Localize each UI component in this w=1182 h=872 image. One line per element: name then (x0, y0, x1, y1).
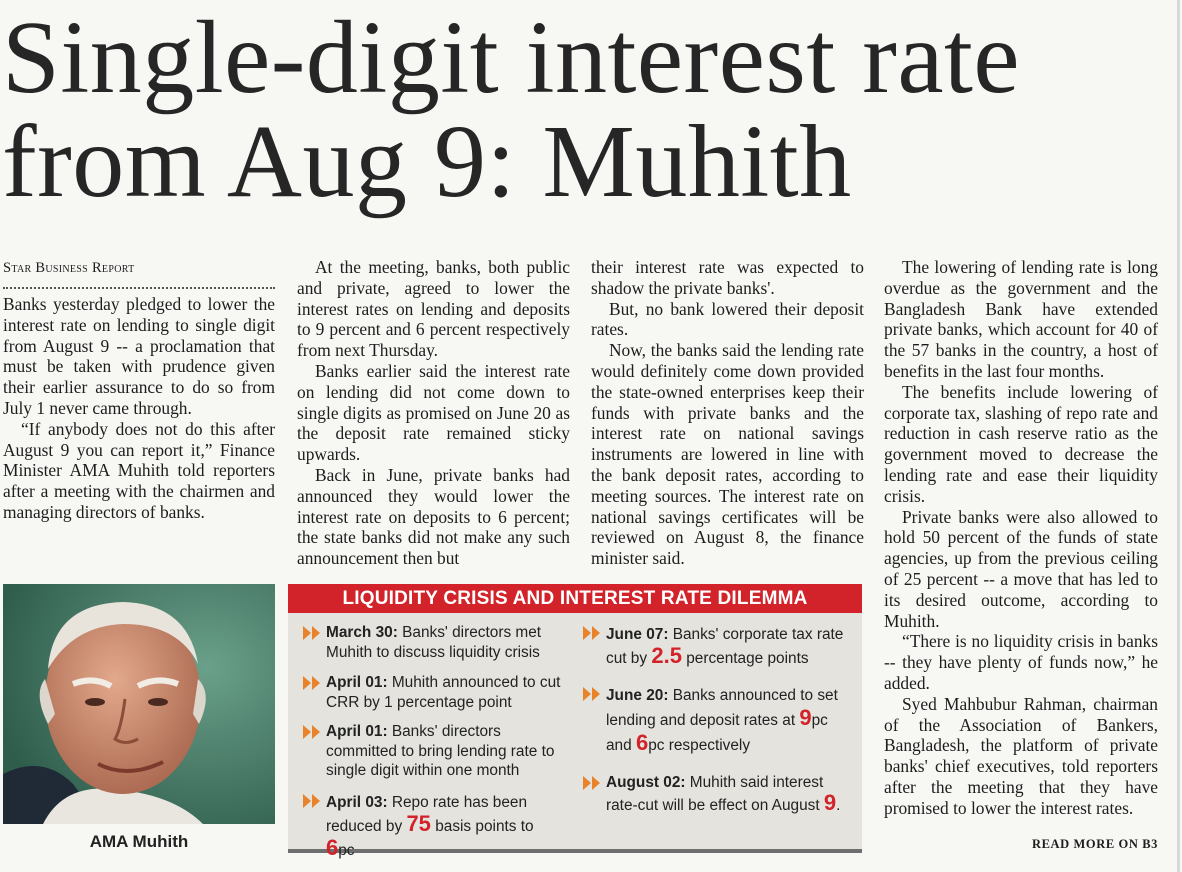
article-column-1 (3, 257, 275, 523)
paragraph: At the meeting, banks, both public and private, agreed to lower the interest rates on lending and deposits to 9 percent and 6 percent respectively from next Thursday. (297, 257, 570, 361)
timeline-text: pc and (606, 712, 828, 754)
timeline-item (302, 623, 564, 662)
timeline-item (582, 623, 852, 670)
paragraph: their interest rate was expected to shadow the private banks'. (591, 257, 864, 298)
highlight-number: 2.5 (651, 643, 682, 668)
highlight-number: 6 (635, 730, 649, 755)
paragraph: Private banks were also allowed to hold 50 percent of the funds of state agencies, up from the previous ceiling of 25 percent -- a move that has led to its desired outcome, according to Muhith. (884, 506, 1158, 631)
timeline-item (582, 684, 852, 758)
paragraph: Banks yesterday pledged to lower the interest rate on lending to single digit from August 9 -- a proclamation that must be taken with prudence given their earlier assurance to do so from July 1 never came through. (3, 294, 275, 418)
double-chevron-icon (582, 686, 604, 702)
paragraph: Banks earlier said the interest rate on lending did not come down to single digits as promised on June 20 as the deposit rate remained sticky upwards. (297, 360, 570, 465)
paragraph: “If anybody does not do this after August 9 you can report it,” Finance Minister AMA Muhith told reporters after a meeting with the chairmen and managing directors of banks. (3, 418, 275, 522)
paragraph: The lowering of lending rate is long overdue as the government and the Bangladesh Bank have extended private banks, which account for 40 of the 57 banks in the country, a host of benefits in the last four months. (884, 257, 1158, 381)
paragraph: Back in June, private banks had announced they would lower the interest rate on deposits to 6 percent; the state banks did not make any such announcement then but (297, 464, 570, 569)
double-chevron-icon (582, 775, 604, 791)
paragraph: Syed Mahbubur Rahman, chairman of the Association of Bankers, Bangladesh, the platform of private banks' chief executives, told reporters after the meeting that they have promised to lower the interest rates. (884, 693, 1158, 818)
paragraph: The benefits include lowering of corporate tax, slashing of repo rate and reduction in cash reserve ratio as the government moved to decrease the lending rate and ease their liquidity crisis. (884, 381, 1158, 506)
article-column-4 (884, 257, 1158, 819)
timeline-item (302, 673, 564, 712)
double-chevron-icon (582, 625, 604, 641)
timeline-date: April 01: (326, 674, 388, 691)
timeline-item (302, 722, 564, 781)
timeline-date: April 03: (326, 794, 388, 811)
timeline-text: Repo rate has been reduced by (326, 794, 528, 835)
timeline-text: Muhith said interest rate-cut will be effect on August (606, 774, 824, 814)
timeline-text: percentage points (681, 650, 809, 667)
double-chevron-icon (302, 724, 324, 740)
highlight-number: 9 (799, 705, 812, 730)
timeline-date: April 01: (326, 723, 388, 740)
timeline-title: LIQUIDITY CRISIS AND INTEREST RATE DILEMMA (288, 584, 862, 613)
timeline-text: pc respectively (648, 737, 751, 754)
timeline-date: June 07: (606, 626, 669, 643)
timeline-date: June 20: (606, 687, 669, 704)
timeline-date: August 02: (606, 774, 686, 791)
headline (2, 0, 1178, 219)
timeline-text: Muhith announced to cut CRR by 1 percentage point (326, 674, 561, 711)
paragraph: But, no bank lowered their deposit rates. (591, 298, 864, 340)
highlight-number: 6 (326, 835, 339, 860)
timeline-text: Banks' corporate tax rate cut by (606, 626, 844, 667)
timeline-text: pc (338, 842, 355, 859)
paragraph: Now, the banks said the lending rate would definitely come down provided the state-owned enterprises keep their funds with private banks and the interest rate on national savings instruments are lowered in line with the bank deposit rates, according to meeting sources. The interest rate on national savings certificates will be reviewed on August 8, the finance minister said. (591, 340, 864, 569)
article-column-2 (297, 257, 570, 569)
byline-divider (3, 279, 275, 289)
double-chevron-icon (302, 793, 324, 809)
timeline-box (288, 584, 862, 860)
timeline-text: Banks' directors met Muhith to discuss liquidity crisis (326, 624, 542, 661)
timeline-text: Banks announced to set lending and deposit rates at (606, 687, 838, 729)
timeline-item (582, 773, 852, 816)
timeline-text: basis points to (430, 818, 534, 835)
headline-line-2: from Aug 9: Muhith (2, 104, 852, 219)
highlight-number: 9 (823, 790, 837, 815)
article-column-3 (591, 257, 864, 569)
photo-caption: AMA Muhith (89, 832, 189, 851)
portrait-photo (3, 584, 275, 824)
double-chevron-icon (302, 625, 324, 641)
portrait-illustration (3, 584, 275, 824)
read-more-link[interactable]: READ MORE ON B3 (1031, 837, 1158, 851)
timeline-date: March 30: (326, 624, 398, 641)
highlight-number: 75 (406, 811, 431, 836)
timeline-item (302, 791, 564, 862)
headline-line-1: Single-digit interest rate (2, 0, 1021, 115)
paragraph: “There is no liquidity crisis in banks -- they have plenty of funds now,” he added. (884, 631, 1158, 693)
double-chevron-icon (302, 675, 324, 691)
timeline-text: . (836, 797, 841, 814)
byline: Star Business Report (3, 260, 135, 276)
timeline-text: Banks' directors committed to bring lending rate to single digit within one month (326, 723, 555, 780)
page-edge (1177, 0, 1180, 872)
